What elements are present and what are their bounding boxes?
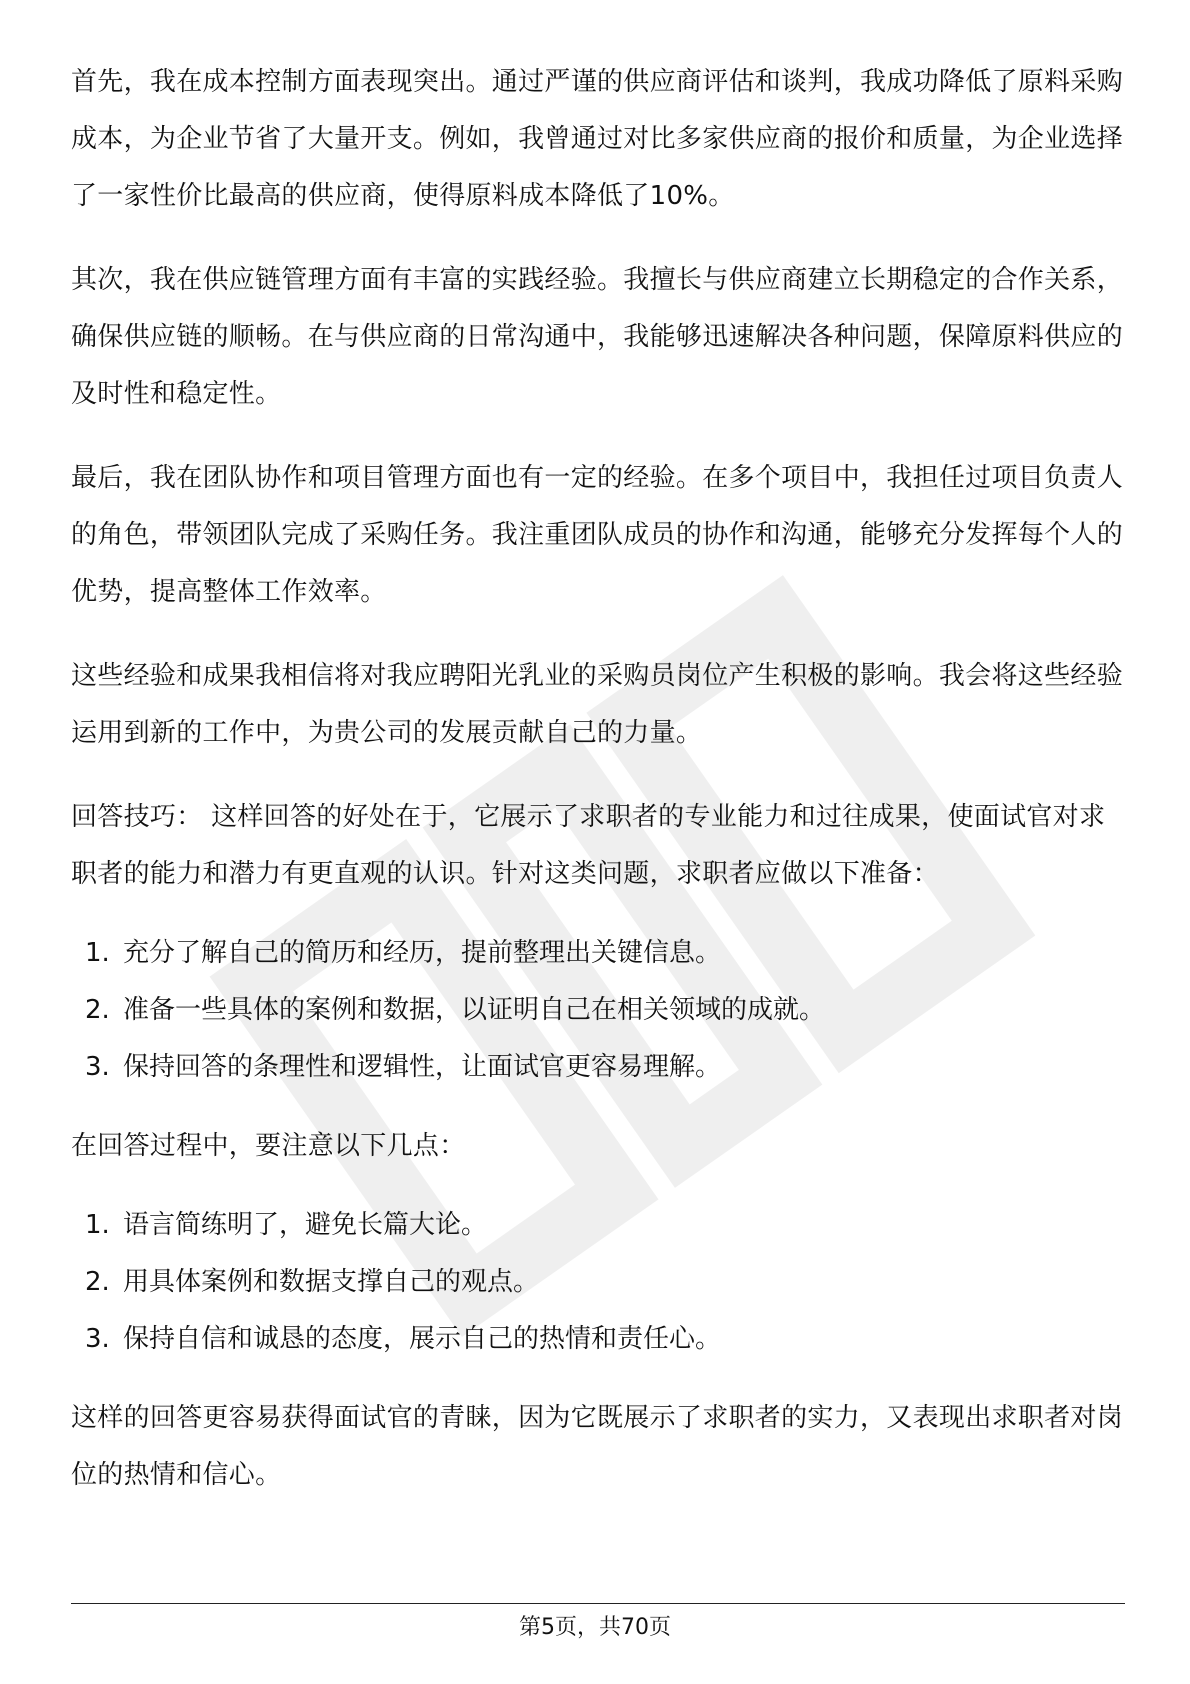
paragraph-teamwork: 最后，我在团队协作和项目管理方面也有一定的经验。在多个项目中，我担任过项目负责人的角色，带领团队完成了采购任务。我注重团队成员的协作和沟通，能够充分发挥每个人的优势，提高整体工作效率。 bbox=[71, 463, 1124, 607]
list-text: 用具体案例和数据支撑自己的观点。 bbox=[123, 1267, 540, 1297]
list-number: 3. bbox=[85, 1324, 110, 1354]
paragraph-conclusion: 这样的回答更容易获得面试官的青睐，因为它既展示了求职者的实力，又表现出求职者对岗位的热情和信心。 bbox=[71, 1403, 1124, 1490]
paragraph-supply-chain: 其次，我在供应链管理方面有丰富的实践经验。我擅长与供应商建立长期稳定的合作关系，确保供应链的顺畅。在与供应商的日常沟通中，我能够迅速解决各种问题，保障原料供应的及时性和稳定性。 bbox=[71, 265, 1124, 409]
document-body bbox=[71, 54, 1123, 1504]
list-text: 保持回答的条理性和逻辑性，让面试官更容易理解。 bbox=[123, 1052, 722, 1082]
list-number: 1. bbox=[85, 938, 110, 968]
list-item bbox=[71, 1197, 1123, 1254]
list-text: 充分了解自己的简历和经历，提前整理出关键信息。 bbox=[123, 938, 722, 968]
notes-list bbox=[71, 1197, 1123, 1368]
list-number: 2. bbox=[85, 1267, 110, 1297]
list-item bbox=[71, 1039, 1123, 1096]
list-text: 语言简练明了，避免长篇大论。 bbox=[123, 1210, 488, 1240]
preparation-list bbox=[71, 925, 1123, 1096]
paragraph-notes-intro: 在回答过程中，要注意以下几点： bbox=[71, 1131, 466, 1161]
list-text: 保持自信和诚恳的态度，展示自己的热情和责任心。 bbox=[123, 1324, 722, 1354]
list-item bbox=[71, 925, 1123, 982]
paragraph-answer-tips: 回答技巧： 这样回答的好处在于，它展示了求职者的专业能力和过往成果，使面试官对求职者的能力和潜力有更直观的认识。针对这类问题，求职者应做以下准备： bbox=[71, 802, 1106, 889]
list-item bbox=[71, 1254, 1123, 1311]
list-number: 3. bbox=[85, 1052, 110, 1082]
list-item bbox=[71, 1311, 1123, 1368]
list-number: 2. bbox=[85, 995, 110, 1025]
page-number: 第5页，共70页 bbox=[519, 1615, 671, 1640]
list-item bbox=[71, 982, 1123, 1039]
list-text: 准备一些具体的案例和数据，以证明自己在相关领域的成就。 bbox=[123, 995, 826, 1025]
paragraph-cost-control: 首先，我在成本控制方面表现突出。通过严谨的供应商评估和谈判，我成功降低了原料采购成本，为企业节省了大量开支。例如，我曾通过对比多家供应商的报价和质量，为企业选择了一家性价比最高的供应商，使得原料成本降低了10%。 bbox=[71, 67, 1124, 211]
list-number: 1. bbox=[85, 1210, 110, 1240]
footer-divider bbox=[71, 1603, 1125, 1604]
paragraph-impact: 这些经验和成果我相信将对我应聘阳光乳业的采购员岗位产生积极的影响。我会将这些经验运用到新的工作中，为贵公司的发展贡献自己的力量。 bbox=[71, 661, 1124, 748]
